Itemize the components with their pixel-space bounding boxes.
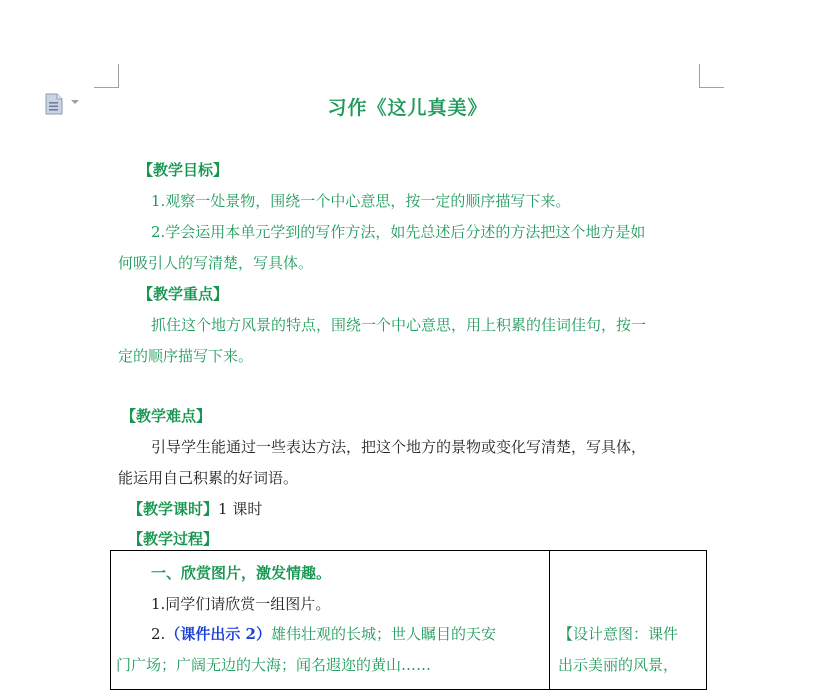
hours-heading: 【教学课时】	[128, 500, 219, 518]
key-points-heading: 【教学重点】	[138, 285, 229, 303]
key-points-text-continued: 定的顺序描写下来。	[118, 347, 254, 365]
table-section-title: 一、欣赏图片，激发情趣。	[151, 564, 332, 582]
table-step-continued: 门广场；广阔无边的大海；闻名遐迩的黄山……	[116, 656, 432, 674]
process-heading: 【教学过程】	[128, 530, 219, 548]
difficulties-text-continued: 能运用自己积累的好词语。	[118, 469, 299, 487]
page-corner-mark	[118, 64, 119, 88]
difficulties-text: 引导学生能通过一些表达方法，把这个地方的景物或变化写清楚，写具体，	[151, 438, 647, 456]
difficulties-heading: 【教学难点】	[121, 407, 212, 425]
design-intent-text-continued: 出示美丽的风景，	[558, 656, 679, 674]
hours-row	[128, 498, 262, 519]
objectives-heading: 【教学目标】	[138, 161, 229, 179]
table-step	[151, 623, 496, 644]
objective-item: 2.学会运用本单元学到的写作方法，如先总述后分述的方法把这个地方是如	[151, 223, 646, 241]
page-corner-mark	[94, 87, 119, 88]
page-corner-mark	[699, 64, 700, 88]
step-text: 雄伟壮观的长城；世人瞩目的天安	[270, 625, 496, 643]
hours-value: 1 课时	[218, 500, 263, 518]
objective-item: 1.观察一处景物，围绕一个中心意思，按一定的顺序描写下来。	[151, 192, 571, 210]
design-intent-text: 【设计意图：课件	[558, 625, 679, 643]
key-points-text: 抓住这个地方风景的特点，围绕一个中心意思，用上积累的佳词佳句，按一	[151, 316, 647, 334]
table-column-divider	[549, 550, 550, 690]
table-step: 1.同学们请欣赏一组图片。	[151, 595, 331, 613]
page-title: 习作《这儿真美》	[327, 97, 488, 119]
courseware-tag: （课件出示 2）	[165, 625, 271, 643]
step-number: 2.	[151, 625, 166, 643]
page-corner-mark	[699, 87, 724, 88]
objective-item-continued: 何吸引人的写清楚，写具体。	[118, 254, 314, 272]
